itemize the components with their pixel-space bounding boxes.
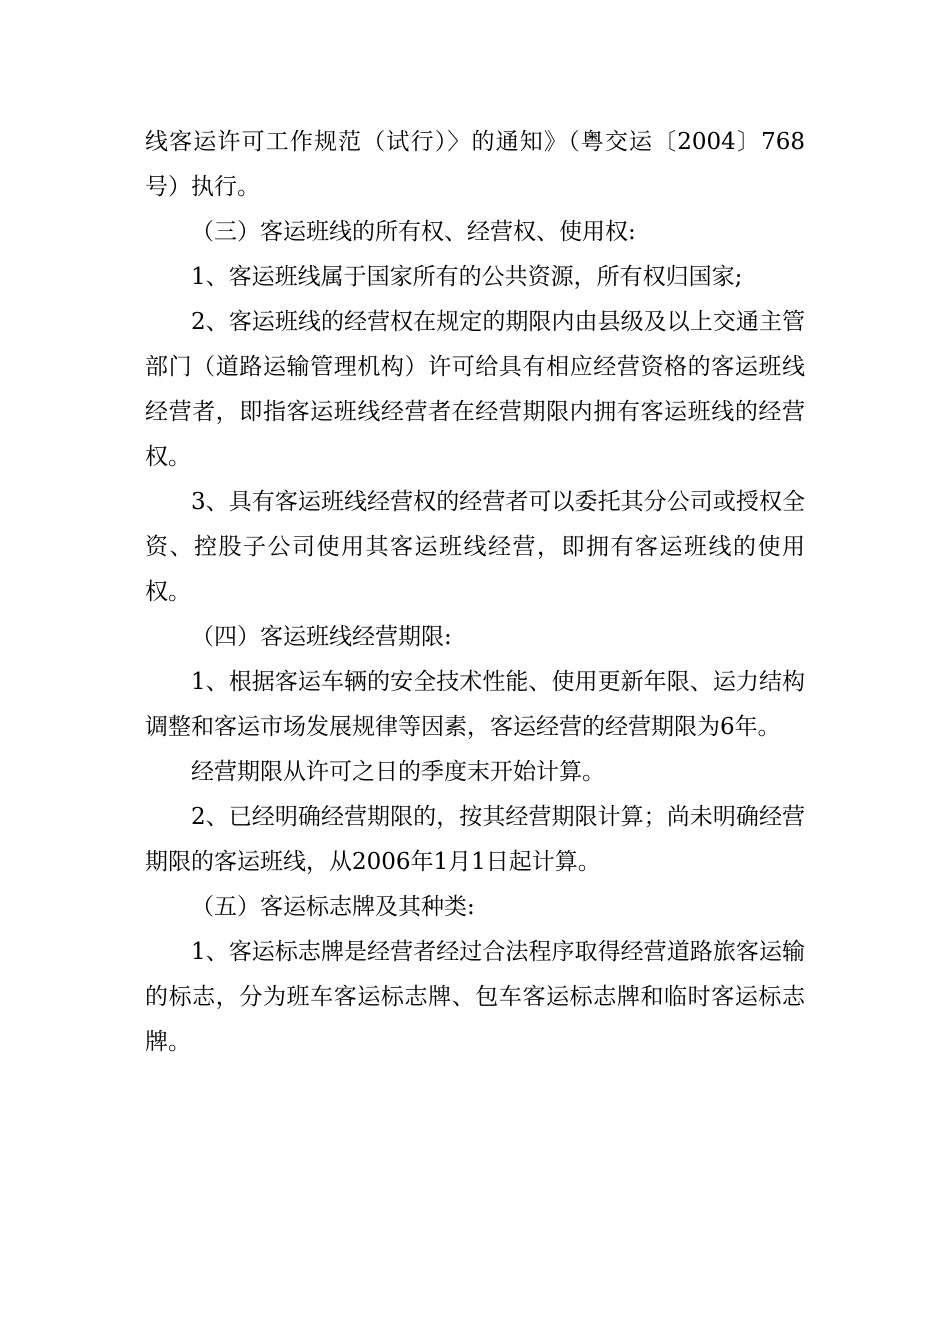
paragraph-term-2: 2、已经明确经营期限的，按其经营期限计算；尚未明确经营期限的客运班线，从2006年1月1日起计算。 xyxy=(145,804,805,875)
paragraph-term-1: 1、根据客运车辆的安全技术性能、使用更新年限、运力结构调整和客运市场发展规律等因素，客运经营的经营期限为6年。 xyxy=(145,669,805,740)
section-heading-signs: （五）客运标志牌及其种类: xyxy=(191,894,475,920)
paragraph-term-note: 经营期限从许可之日的季度末开始计算。 xyxy=(191,759,605,785)
section-heading-term: （四）客运班线经营期限: xyxy=(191,624,452,650)
paragraph-ownership-3: 3、具有客运班线经营权的经营者可以委托其分公司或授权全资、控股子公司使用其客运班线经营，即拥有客运班线的使用权。 xyxy=(145,489,805,605)
paragraph-ownership-2: 2、客运班线的经营权在规定的期限内由县级及以上交通主管部门（道路运输管理机构）许可给具有相应经营资格的客运班线经营者，即指客运班线经营者在经营期限内拥有客运班线的经营权。 xyxy=(145,309,805,470)
section-heading-ownership: （三）客运班线的所有权、经营权、使用权: xyxy=(191,219,636,245)
paragraph-ownership-1: 1、客运班线属于国家所有的公共资源，所有权归国家; xyxy=(191,264,743,290)
paragraph-signs-1: 1、客运标志牌是经营者经过合法程序取得经营道路旅客运输的标志，分为班车客运标志牌、包车客运标志牌和临时客运标志牌。 xyxy=(145,939,805,1055)
paragraph-continuation: 线客运许可工作规范（试行）〉的通知》（粤交运〔2004〕768号）执行。 xyxy=(145,129,805,200)
document-body xyxy=(145,120,805,1065)
